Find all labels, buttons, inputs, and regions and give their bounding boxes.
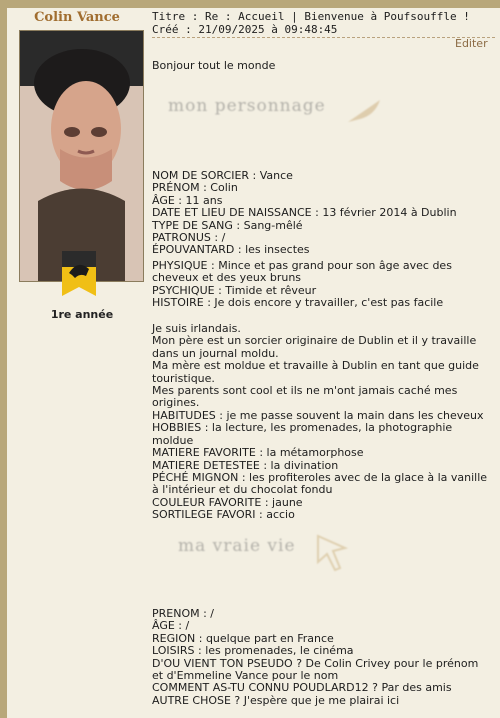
story-line: Mes parents sont cool et ils ne m'ont jamais caché mes origines. bbox=[152, 384, 461, 410]
field-line: COMMENT AS-TU CONNU POUDLARD12 ? Par des amis bbox=[152, 681, 452, 695]
field-line: REGION : quelque part en France bbox=[152, 631, 334, 645]
character-fields bbox=[152, 170, 492, 257]
left-rail bbox=[0, 8, 7, 718]
header-divider bbox=[152, 37, 495, 38]
field-line: AUTRE CHOSE ? J'espère que je me plairai ici bbox=[152, 693, 400, 707]
field-line: HISTOIRE : Je dois encore y travailler, c'est pas facile bbox=[152, 296, 444, 310]
student-year: 1re année bbox=[50, 308, 114, 321]
greeting-text: Bonjour tout le monde bbox=[152, 59, 276, 72]
field-line: TYPE DE SANG : Sang-mêlé bbox=[152, 218, 303, 232]
field-line: HABITUDES : je me passe souvent la main dans les cheveux bbox=[152, 409, 484, 422]
field-line: HOBBIES : la lecture, les promenades, la photographie moldue bbox=[152, 421, 456, 447]
story-line: Mon père est un sorcier originaire de Dublin et il y travaille dans un journal moldu. bbox=[152, 334, 480, 360]
post-title: Titre : Re : Accueil | Bienvenue à Poufsouffle ! bbox=[152, 10, 470, 23]
story-line: Je suis irlandais. bbox=[152, 322, 241, 335]
section-banner-real-life bbox=[178, 536, 296, 556]
field-line: MATIERE FAVORITE : la métamorphose bbox=[152, 446, 364, 460]
story-paragraph bbox=[152, 323, 492, 410]
field-line: PATRONUS : / bbox=[152, 231, 226, 245]
house-badge-icon bbox=[62, 251, 96, 301]
field-line: NOM DE SORCIER : Vance bbox=[152, 169, 293, 182]
field-line: D'OU VIENT TON PSEUDO ? De Colin Crivey pour le prénom et d'Emmeline Vance pour le nom bbox=[152, 656, 482, 683]
field-line: PÉCHÉ MIGNON : les profiteroles avec de la glace à la vanille à l'intérieur et du chocolat fondu bbox=[152, 471, 491, 497]
field-line: PRENOM : / bbox=[152, 607, 215, 620]
post-body bbox=[152, 60, 492, 72]
banner-text: ma vraie vie bbox=[178, 536, 296, 556]
edit-link[interactable]: Editer bbox=[455, 37, 488, 50]
field-line: PHYSIQUE : Mince et pas grand pour son âge avec des cheveux et des yeux bruns bbox=[152, 259, 456, 285]
post-metadata bbox=[152, 11, 492, 36]
post-sidebar bbox=[7, 8, 147, 718]
field-line: SORTILEGE FAVORI : accio bbox=[152, 508, 295, 522]
field-line: ÂGE : 11 ans bbox=[152, 193, 223, 207]
avatar-portrait-icon bbox=[20, 31, 143, 281]
field-line: COULEUR FAVORITE : jaune bbox=[152, 495, 303, 509]
field-line: DATE ET LIEU DE NAISSANCE : 13 février 2014 à Dublin bbox=[152, 206, 457, 220]
quill-icon bbox=[346, 98, 384, 124]
personal-fields bbox=[152, 410, 492, 522]
field-line: PRÉNOM : Colin bbox=[152, 181, 238, 195]
top-strip bbox=[0, 0, 500, 8]
appearance-fields bbox=[152, 260, 492, 310]
post-created-date: Créé : 21/09/2025 à 09:48:45 bbox=[152, 22, 338, 36]
field-line: ÉPOUVANTARD : les insectes bbox=[152, 243, 310, 257]
forum-post bbox=[7, 8, 500, 718]
avatar-image bbox=[19, 30, 144, 282]
field-line: LOISIRS : les promenades, le cinéma bbox=[152, 644, 354, 658]
real-life-fields bbox=[152, 608, 492, 707]
field-line: MATIERE DETESTEE : la divination bbox=[152, 458, 339, 472]
author-name[interactable]: Colin Vance bbox=[34, 10, 120, 25]
field-line: PSYCHIQUE : Timide et rêveur bbox=[152, 283, 317, 297]
story-line: Ma mère est moldue et travaille à Dublin en tant que guide touristique. bbox=[152, 359, 483, 385]
section-banner-character bbox=[168, 96, 326, 116]
cursor-arrow-icon bbox=[310, 533, 350, 575]
field-line: ÂGE : / bbox=[152, 619, 190, 633]
banner-text: mon personnage bbox=[168, 96, 326, 116]
